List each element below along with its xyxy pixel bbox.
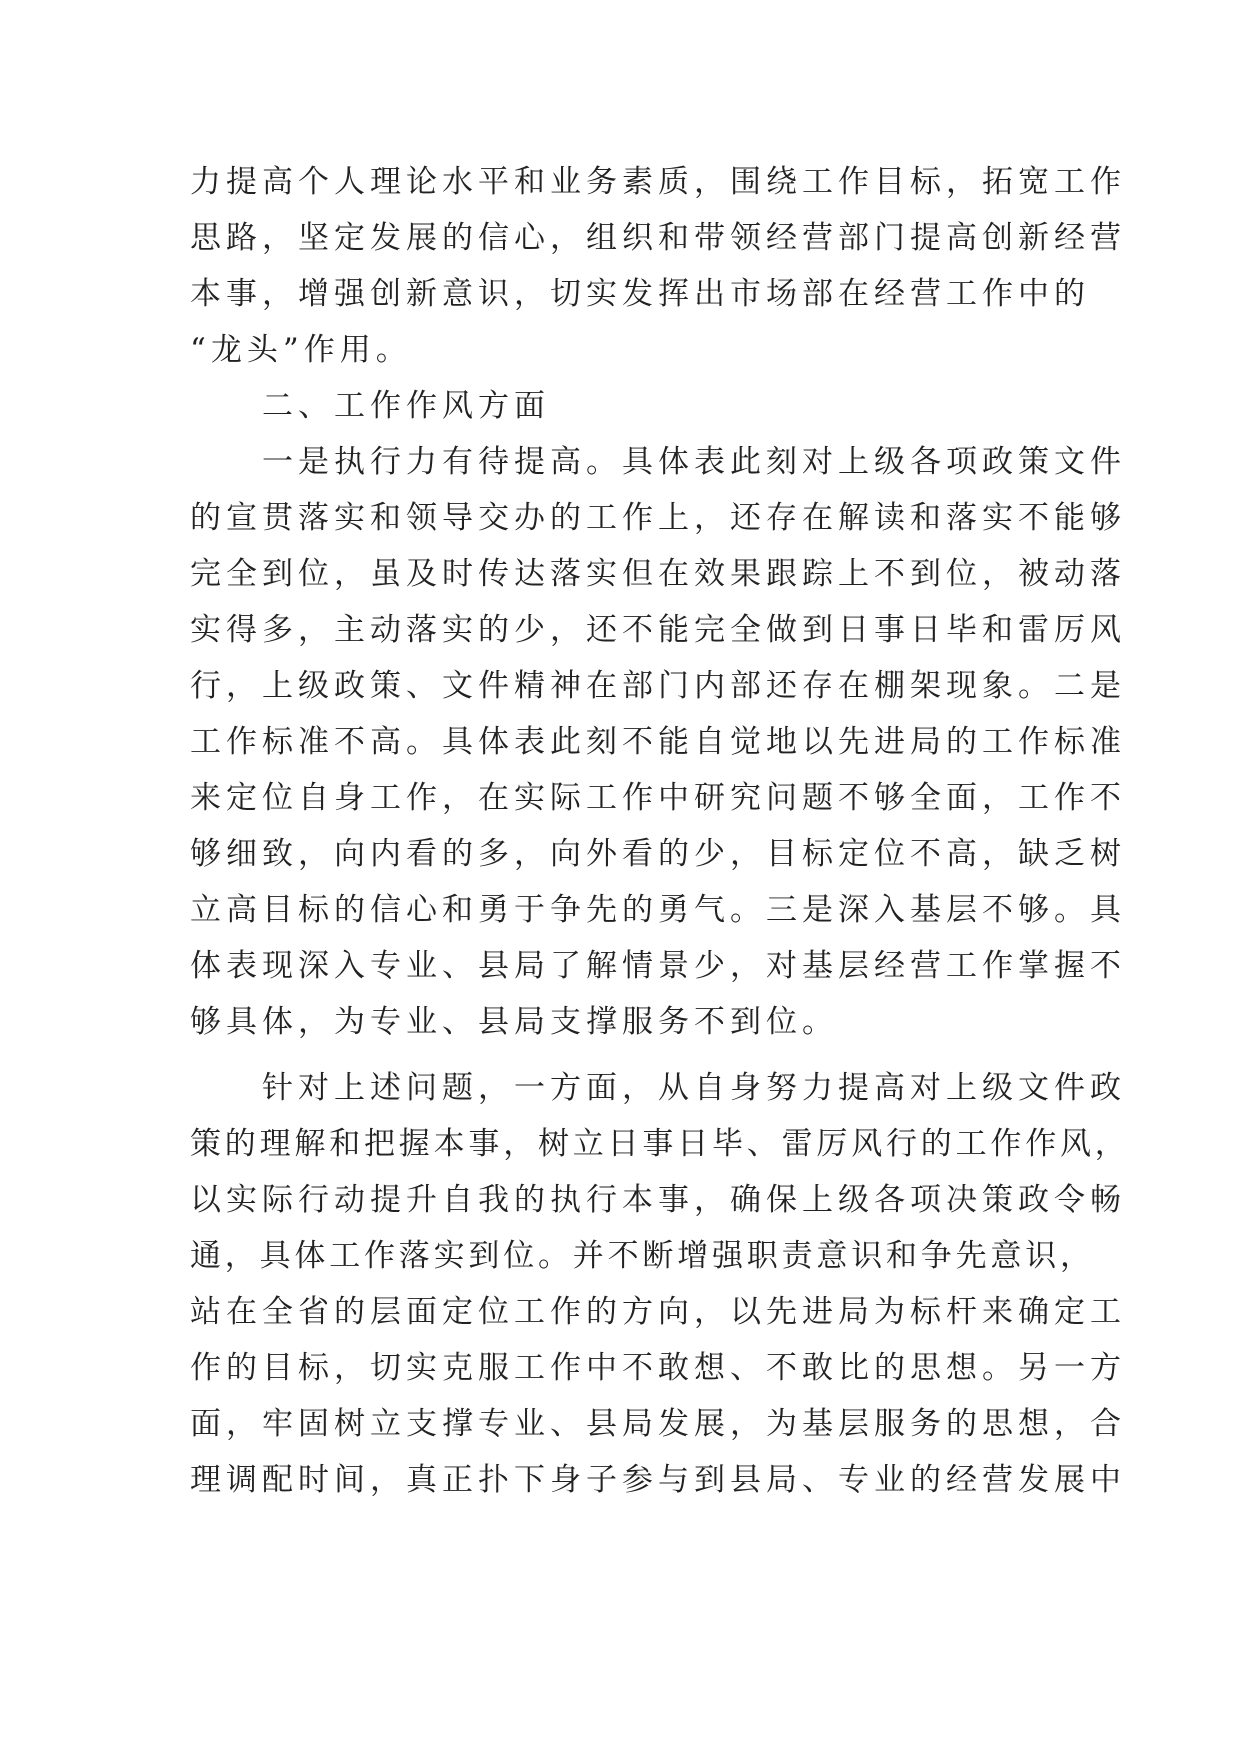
text-line: 一是执行力有待提高。具体表此刻对上级各项政策文件 <box>190 444 1126 480</box>
text-line: 体表现深入专业、县局了解情景少，对基层经营工作掌握不 <box>190 948 1126 984</box>
text-line: 策的理解和把握本事，树立日事日毕、雷厉风行的工作作风， <box>190 1126 1130 1162</box>
text-line: 思路，坚定发展的信心，组织和带领经营部门提高创新经营 <box>190 220 1126 256</box>
text-line: 作的目标，切实克服工作中不敢想、不敢比的思想。另一方 <box>190 1350 1126 1386</box>
text-line: “龙头”作用。 <box>190 332 412 368</box>
body-text <box>190 154 1130 1508</box>
text-line: 够具体，为专业、县局支撑服务不到位。 <box>190 1004 838 1040</box>
text-line: 立高目标的信心和勇于争先的勇气。三是深入基层不够。具 <box>190 892 1126 928</box>
section-heading: 二、工作作风方面 <box>190 388 550 424</box>
text-line: 来定位自身工作，在实际工作中研究问题不够全面，工作不 <box>190 780 1126 816</box>
text-line: 通，具体工作落实到位。并不断增强职责意识和争先意识， <box>190 1238 1095 1274</box>
text-line: 站在全省的层面定位工作的方向，以先进局为标杆来确定工 <box>190 1294 1126 1330</box>
text-line: 工作标准不高。具体表此刻不能自觉地以先进局的工作标准 <box>190 724 1126 760</box>
text-line: 理调配时间，真正扑下身子参与到县局、专业的经营发展中 <box>190 1462 1126 1498</box>
text-line: 够细致，向内看的多，向外看的少，目标定位不高，缺乏树 <box>190 836 1126 872</box>
text-line: 本事，增强创新意识，切实发挥出市场部在经营工作中的 <box>190 276 1090 312</box>
text-line: 针对上述问题，一方面，从自身努力提高对上级文件政 <box>190 1070 1126 1106</box>
text-line: 的宣贯落实和领导交办的工作上，还存在解读和落实不能够 <box>190 500 1126 536</box>
text-line: 实得多，主动落实的少，还不能完全做到日事日毕和雷厉风 <box>190 612 1126 648</box>
text-line: 行，上级政策、文件精神在部门内部还存在棚架现象。二是 <box>190 668 1126 704</box>
text-line: 完全到位，虽及时传达落实但在效果跟踪上不到位，被动落 <box>190 556 1126 592</box>
text-line: 面，牢固树立支撑专业、县局发展，为基层服务的思想，合 <box>190 1406 1126 1442</box>
text-line: 以实际行动提升自我的执行本事，确保上级各项决策政令畅 <box>190 1182 1126 1218</box>
text-line: 力提高个人理论水平和业务素质，围绕工作目标，拓宽工作 <box>190 164 1126 200</box>
